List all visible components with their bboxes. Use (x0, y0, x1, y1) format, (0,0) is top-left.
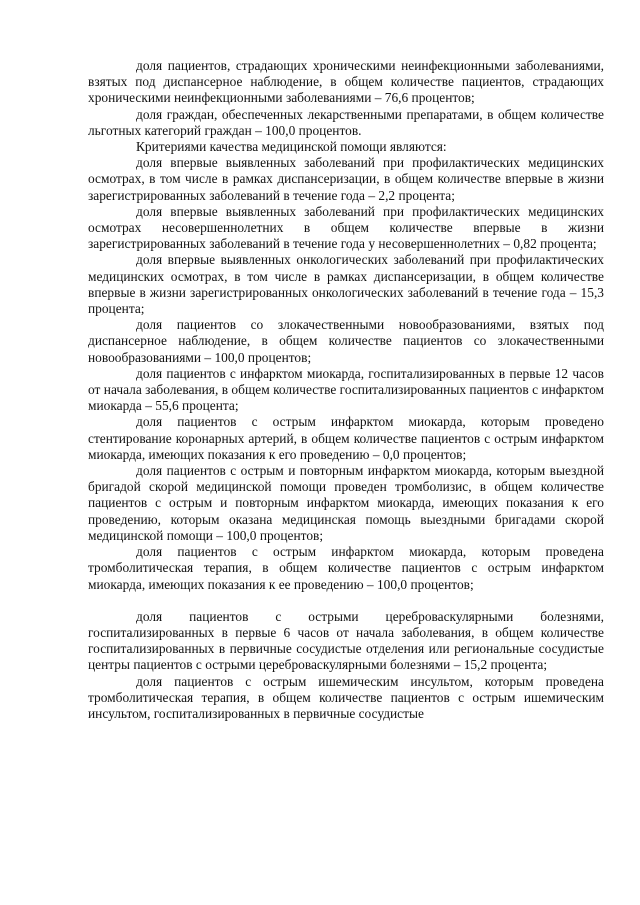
paragraph-infarction-hospitalization: доля пациентов с инфарктом миокарда, госпитализированных в первые 12 часов от начала заболевания, в общем количестве госпитализированных пациентов с инфарктом миокарда – 55,6 процента; (88, 365, 604, 414)
paragraph-gap (88, 593, 604, 609)
paragraph-preventive-exams: доля впервые выявленных заболеваний при профилактических медицинских осмотрах, в том числе в рамках диспансеризации, в общем количестве впервые в жизни зарегистрированных заболеваний в течение года – 2,2 процента; (88, 155, 604, 203)
paragraph-oncology-observation: доля пациентов со злокачественными новообразованиями, взятых под диспансерное наблюдение, в общем количестве пациентов со злокачественными новообразованиями – 100,0 процентов; (88, 317, 604, 365)
paragraph-thrombolysis-ambulance: доля пациентов с острым и повторным инфарктом миокарда, которым выездной бригадой скорой медицинской помощи проведен тромболизис, в общем количестве пациентов с острым и повторным инфарктом миокарда, имеющих показания к его проведению, которым оказана медицинская помощь выездными бригадами скорой медицинской помощи – 100,0 процентов; (88, 463, 604, 543)
paragraph-quality-criteria-heading: Критериями качества медицинской помощи являются: (136, 139, 447, 155)
paragraph-stenting: доля пациентов с острым инфарктом миокарда, которым проведено стентирование коронарных артерий, в общем количестве пациентов с острым инфарктом миокарда, имеющих показания к его проведению – 0,0 процентов; (88, 414, 604, 462)
paragraph-drug-provision: доля граждан, обеспеченных лекарственными препаратами, в общем количестве льготных категорий граждан – 100,0 процентов. (88, 106, 604, 138)
paragraph-oncology-detection: доля впервые выявленных онкологических заболеваний при профилактических медицинских осмотрах, в том числе в рамках диспансеризации, в общем количестве впервые в жизни зарегистрированных онкологических заболеваний в течение года – 15,3 процента; (88, 252, 604, 317)
document-page (88, 58, 604, 722)
paragraph-cerebrovascular: доля пациентов с острыми цереброваскулярными болезнями, госпитализированных в первые 6 часов от начала заболевания, в общем количестве госпитализированных в первичные сосудистые отделения или региональные сосудистые центры пациентов с острыми цереброваскулярными болезнями – 15,2 процента; (88, 608, 604, 673)
paragraph-ischemic-stroke: доля пациентов с острым ишемическим инсультом, которым проведена тромболитическая терапия, в общем количестве пациентов с острым ишемическим инсультом, госпитализированных в первичные сосудистые (88, 673, 604, 721)
paragraph-chronic-diseases: доля пациентов, страдающих хроническими неинфекционными заболеваниями, взятых под диспансерное наблюдение, в общем количестве пациентов, страдающих хроническими неинфекционными заболеваниями – 76,6 процентов; (88, 58, 604, 106)
paragraph-minors-exams: доля впервые выявленных заболеваний при профилактических медицинских осмотрах несовершеннолетних в общем количестве впервые в жизни зарегистрированных заболеваний в течение года у несовершеннолетних – 0,82 процента; (88, 203, 604, 252)
paragraph-thrombolytic-therapy: доля пациентов с острым инфарктом миокарда, которым проведена тромболитическая терапия, в общем количестве пациентов с острым инфарктом миокарда, имеющих показания к ее проведению – 100,0 процентов; (88, 544, 604, 592)
